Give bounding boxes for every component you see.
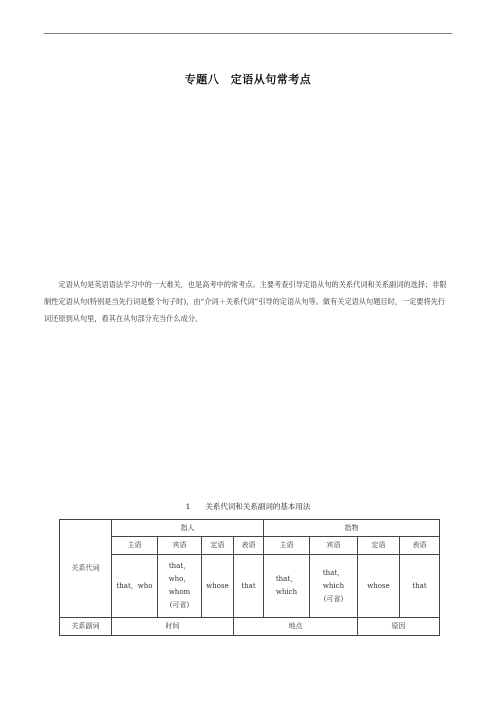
relative-adverb-row (60, 618, 440, 636)
table-caption: 1 关系代词和关系副词的基本用法 (185, 502, 311, 511)
cell-line: that， (168, 562, 191, 570)
relative-pronoun-row (60, 555, 440, 618)
subheader-cell: 定语 (202, 537, 234, 555)
place-cell: 地点 (234, 618, 358, 636)
cell-line: that， (275, 575, 298, 583)
thing-group-header: 指物 (264, 520, 440, 537)
header-rule (44, 33, 452, 34)
relative-pronoun-label: 关系代词 (60, 520, 112, 618)
cell-line: who， (168, 575, 191, 583)
person-subject-cell: that，who (112, 555, 158, 618)
subheader-cell: 定语 (358, 537, 400, 555)
subheader-cell: 宾语 (158, 537, 202, 555)
person-object-cell (158, 555, 202, 618)
intro-text: 定语从句是英语语法学习中的一大难关，也是高考中的常考点。主要考查引导定语从句的关系代词和关系副词的选择；非限制性定语从句(特别是当先行词是整个句子时)，由“介词＋关系代词”引导的定语从句等。做有关定语从句题目时，一定要将先行词还原到从句里，看其在从句部分充当什么成分。 (44, 280, 447, 323)
thing-attributive-cell: whose (358, 555, 400, 618)
thing-object-cell (310, 555, 358, 618)
thing-subject-cell (264, 555, 310, 618)
intro-paragraph (44, 276, 452, 327)
person-attributive-cell: whose (202, 555, 234, 618)
subheader-cell: 主语 (112, 537, 158, 555)
subheader-cell: 表语 (400, 537, 440, 555)
table-subheader-row (60, 537, 440, 555)
cell-line: whom (168, 588, 191, 596)
subheader-cell: 宾语 (310, 537, 358, 555)
cell-line: which (275, 588, 298, 596)
thing-predicative-cell: that (400, 555, 440, 618)
cell-line: that， (322, 568, 345, 577)
relative-words-table (59, 519, 440, 636)
cell-line: which (322, 581, 345, 590)
relative-adverb-label: 关系副词 (60, 618, 112, 636)
subheader-cell: 表语 (234, 537, 264, 555)
reason-cell: 原因 (358, 618, 440, 636)
person-group-header: 指人 (112, 520, 264, 537)
cell-line: (可省) (323, 594, 344, 603)
table-header-row (60, 520, 440, 537)
subheader-cell: 主语 (264, 537, 310, 555)
time-cell: 时间 (112, 618, 234, 636)
page-title: 专题八 定语从句常考点 (184, 73, 312, 86)
cell-line: (可省) (169, 601, 190, 609)
person-predicative-cell: that (234, 555, 264, 618)
